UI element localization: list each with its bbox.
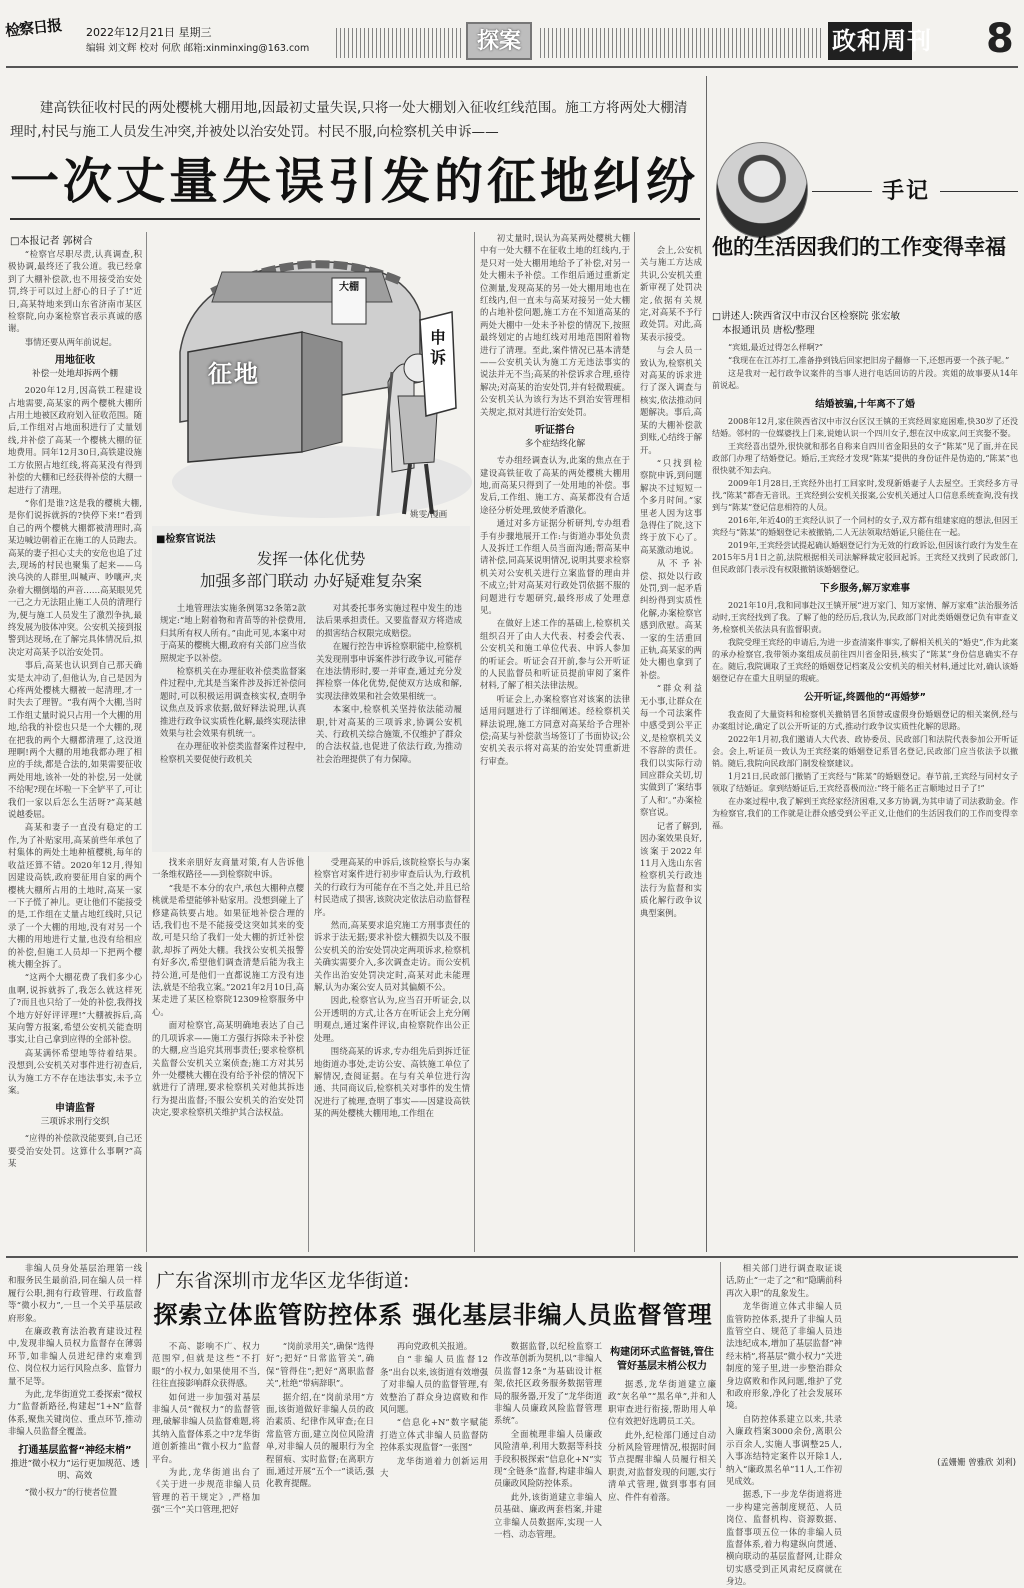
paragraph: “只找到检察院申诉,到问题解决不过短短一个多月时间。”家里老人因为这事急得住了院,这下终于放下心了。高某激动地说。 — [640, 457, 702, 555]
section-divider — [706, 76, 707, 1252]
paragraph: 2020年12月,因高铁工程建设占地需要,高某家的两个樱桃大棚所占用土地被区政府划入征收范围。随后,工作组对占地面积进行了丈量划线,并补偿了高某一个樱桃大棚的征地费用。同年12月30日,高铁建设施工方依照占地红线,将高某没有得到补偿的大棚和已经获得补偿的大棚一起进行了清理。 — [8, 385, 142, 495]
page-number: 8 — [986, 16, 1014, 62]
paragraph: 再向党政机关报道。 — [396, 1341, 473, 1351]
subheading — [8, 1444, 142, 1482]
cartoon-label-dapeng: 大棚 — [339, 282, 359, 293]
paragraph: “群众利益无小事,让群众在每一个司法案件中感受到公平正义,是检察机关义不容辞的责任。我们以实际行动回应群众关切,切实做到了‘案结事了人和’。”办案检察官说。 — [640, 683, 702, 818]
headline-underline — [10, 218, 700, 220]
lead-headline: 一次丈量失误引发的征地纠纷 — [10, 152, 700, 210]
diary-body — [712, 342, 1018, 1252]
subheading — [8, 1102, 142, 1128]
paragraph: 我院受理王宾经的申请后,为进一步查清案件事实,了解相关机关的“婚史”,作为此案的承办检察官,我带领办案组成员前往四川省金阳县,核实了“陈某”身份信息确实不存在。随后,我院调取了王宾经的婚姻登记档案及公安机关的相关材料,通过比对,确认该婚姻登记存在重大且明显的瑕疵。 — [712, 638, 1018, 683]
paragraph: 与会人员一致认为,检察机关对高某的诉求进行了深入调查与核实,依法推动问题解决。事后,高某的大棚补偿款到账,心结终于解开。 — [640, 345, 702, 455]
paragraph: 龙华街道着力创新运用大 — [380, 1455, 488, 1479]
column-title: 政和周刊 — [832, 26, 932, 55]
diary-byline-1: □讲述人:陕西省汉中市汉台区检察院 张宏敏 — [712, 311, 901, 322]
editors-line: 编辑 刘文辉 校对 何欣 邮箱:xinminxing@163.com — [86, 43, 310, 54]
bottom-right-col — [726, 1262, 843, 1587]
date-line: 2022年12月21日 星期三 — [86, 26, 212, 39]
subheading-subtitle: 补偿一处地却拆两个棚 — [32, 369, 118, 380]
lead-intro: 建高铁征收村民的两处樱桃大棚用地,因最初丈量失误,只将一处大棚划入征收红线范围。施工方将两处大棚清理时,村民与施工人员发生冲突,并被处以治安处罚。村民不服,向检察机关申诉—— — [10, 100, 688, 140]
bottom-rule — [6, 1256, 1018, 1258]
paragraph: “这两个大棚花费了我们多少心血啊,说拆就拆了,我怎么就这样死了?而且也只给了一处的补偿,我得找个地方好好评评理!”大棚被拆后,高某向警方报案,希望公安机关能查明事实,让自己拿到应得的全部补偿。 — [8, 972, 142, 1045]
paragraph: 2021年10月,我和同事赴汉王镇开展“进万家门、知万家情、解万家难”法治服务活动时,王宾经找到了我。了解了他的经历后,我认为,民政部门对此类婚姻登记负有审查义务,检察机关依法具有监督职责。 — [712, 601, 1018, 634]
column-divider — [634, 232, 635, 1252]
paragraph: 2009年1月28日,王宾经外出打工回家时,发现新婚妻子人去屋空。王宾经多方寻找,“陈某”都杳无音讯。王宾经到公安机关报案,公安机关通过人口信息系统查询,没有找到与“陈某”登记信息相符的人员。 — [712, 479, 1018, 512]
column-divider — [474, 232, 475, 1252]
diary-headline: 他的生活因我们的工作变得幸福 — [712, 234, 1006, 259]
diary-byline-2: 本报通讯员 唐松/整理 — [722, 325, 815, 336]
paragraph: “宾姐,最近过得怎么样啊?” — [728, 343, 824, 352]
paragraph: 然而,高某要求追究施工方刑事责任的诉求于法无据;要求补偿大棚损失以及不服公安机关的治安处罚决定两项诉求,检察机关确实需要介入,多次调查走访。而公安机关作出治安处罚决定时,高某对此未能理解,认为办案公安人员对其偏颇不公。 — [314, 920, 470, 993]
sidebar-kicker: ■检察官说法 — [156, 534, 216, 545]
paragraph: “检察官尽职尽责,认真调查,积极协调,最终还了我公道。我已经拿到了大棚补偿款,也不用接受治安处罚,终于可以过上舒心的日子了!”近日,高某特地来到山东省济南市某区检察院,向办案检察官表示真诚的感谢。 — [8, 249, 142, 334]
paragraph: 自“非编人员监督12条”出台以来,该街道有效增强了对非编人员的监督管理,有效整治了群众身边腐败和作风问题。 — [380, 1354, 488, 1415]
section-title-text: 结婚被骗,十年离不了婚 — [815, 399, 915, 410]
paragraph: 非编人员身处基层治理第一线和服务民生最前沿,同在编人员一样履行公职,拥有行政管理、行政监督等“微小权力”,一旦一个关乎基层政府形象。 — [8, 1263, 142, 1323]
paragraph: 找来亲朋好友商量对策,有人告诉他一条维权路径——到检察院申诉。 — [152, 857, 304, 880]
subheading-subtitle: 多个症结终化解 — [524, 439, 586, 450]
paragraph: 据悉,下一步龙华街道将进一步构建完善制度规范、人员岗位、监督机构、资源数据、监督事项五位一体的非编人员监督体系,着力构建纵向贯通、横向联动的基层监督网,让群众切实感受到正风肃纪反腐就在身边。 — [726, 1489, 842, 1587]
bottom-col-1 — [152, 1340, 260, 1515]
paragraph: 对其委托事务实施过程中发生的违法后果承担责任。又要监督双方将造成的损害结合权限完成赔偿。 — [316, 603, 462, 638]
subheading — [8, 354, 142, 380]
paragraph: 自防控体系建立以来,共录入廉政档案3000余份,离职公示百余人,实施人事调整25人,入事冻结特定案件以开除1人,纳入“廉政黑名单”11人,工作初见成效。 — [726, 1413, 842, 1486]
bottom-credit: (孟姗姗 曾雅欣 刘利) — [937, 1457, 1016, 1467]
column-divider — [146, 232, 147, 1252]
section-title-text: 公开听证,终圆他的“再婚梦” — [804, 692, 926, 703]
lead-col-1 — [8, 248, 142, 1238]
paragraph: 围绕高某的诉求,专办组先后到拆迁征地街道办事处,走访公安、高铁施工单位了解情况,查阅证据。在与有关单位进行沟通、共同商议后,检察机关对事件的发生情况进行了梳理,查明了事实——因建设高铁某的两处樱桃大棚用地,工作组在 — [314, 1046, 470, 1119]
lead-col-5 — [640, 244, 702, 1248]
masthead-hatch-left — [336, 28, 464, 58]
subheading-title: 打通基层监督“神经末梢” — [18, 1444, 132, 1456]
subheading-title: 构建闭环式监督链,管住管好基层末梢公权力 — [610, 1347, 714, 1372]
newspaper-logo: 检察日报 — [4, 16, 62, 40]
paragraph: 听证会上,办案检察官对该案的法律适用问题进行了详细阐述。经检察机关释法说理,施工方同意对高某给予合理补偿;高某与补偿款当场签订了书面协议;公安机关表示将对高某的治安处罚重新进行审查。 — [480, 693, 630, 766]
masthead-hatch-right — [540, 28, 822, 58]
lead-col-3 — [314, 856, 470, 1246]
column-divider — [146, 1262, 147, 1468]
subheading-title: 用地征收 — [55, 355, 95, 367]
diary-banner: 手记 — [872, 176, 940, 206]
paragraph: 2016年,年近40的王宾经认识了一个同村的女子,双方都有组建家庭的想法,但因王宾经与“陈某”的婚姻登记未被撤销,二人无法领取结婚证,只能住在一起。 — [712, 516, 1018, 537]
paragraph: “岗前录用关”,确保“选得好”;把好“日常监管关”,确保“管得住”;把好“离职监督关”,杜绝“带病辞职”。 — [266, 1341, 374, 1389]
paragraph: 初丈量时,误认为高某两处樱桃大棚中有一处大棚不在征收土地的红线内,于是只对一处大棚用地给予了补偿,对另一处大棚未予补偿。工作组后通过重新定位测量,发现高某的另一处大棚用地也在红线内,但一直未与高某对接另一处大棚的占地补偿问题,施工方在不知道高某的两处大棚中一处未予补偿的情况下,按照最终划定的占地红线对用地范围附着物进行了清理。至此,案件情况已基本清楚——公安机关认为施工方无违法事实的说法并无不当;高某的补偿诉求合理,亟待解决;对高某的治安处罚,并有轻微瑕疵。公安机关认为该行为达不到治安管理相关规定,拟对其进行治安处罚。 — [480, 233, 630, 417]
bottom-col-4 — [494, 1340, 602, 1540]
subheading — [480, 424, 630, 450]
paragraph: 据悉,龙华街道建立廉政“灰名单”“黑名单”,并和人职审查进行衔接,帮助用人单位有效把好选聘员工关。 — [608, 1379, 716, 1427]
bottom-headline: 探索立体监管防控体系 强化基层非编人员监督管理 — [153, 1300, 713, 1329]
paragraph: 为此,龙华街道党工委探索“微权力”监督新路径,构建起“1+N”监督体系,聚焦关键岗位、重点环节,推动非编人员监督全覆盖。 — [8, 1389, 142, 1437]
lead-col-2-footer — [152, 856, 304, 1246]
cartoon-label-zhengdi: 征地 — [208, 359, 260, 388]
subheading-title: 申请监督 — [55, 1103, 95, 1115]
diary-section-title — [712, 691, 1018, 705]
paragraph: “我现在在江苏打工,准备挣到钱后回家把旧房子翻修一下,还想再要一个孩子呢。” — [728, 356, 1010, 365]
paragraph: 2008年12月,家住陕西省汉中市汉台区汉王镇的王宾经周家庭困难,快30岁了还没结婚。邻村的一位媒婆找上门来,说她认识一个四川女子,想在汉中成家,问王宾娶不娶。 — [712, 417, 1018, 438]
paragraph: 事情还要从两年前说起。 — [24, 336, 117, 347]
paragraph: 2019年,王宾经尝试提起确认婚姻登记行为无效的行政诉讼,但因该行政行为发生在2015年5月1日之前,法院根据相关司法解释裁定驳回起诉。王宾经又找到了民政部门,但民政部门表示没有权限撤销该婚姻登记。 — [712, 541, 1018, 574]
sidebar-title-1: 发挥一体化优势 — [256, 550, 366, 568]
paragraph: “应得的补偿款没能要到,自己还要受治安处罚。这算什么事啊?”高某 — [8, 1133, 142, 1169]
paragraph: 会上,公安机关与施工方达成共识,公安机关重新审视了处罚决定,依据有关规定,对高某不予行政处罚。对此,高某表示接受。 — [640, 245, 702, 342]
paragraph: 高某满怀希望地等待着结果。没想到,公安机关对事件进行初查后,认为施工方不存在违法事实,未予立案。 — [8, 1047, 142, 1095]
paragraph: 王宾经喜出望外,很快就和那名自称来自四川省金阳县的女子“陈某”见了面,并在民政部门办理了结婚登记。婚后,王宾经才发现“陈某”提供的身份证件是伪造的,“陈某”也很快就不知去向。 — [712, 442, 1018, 475]
paragraph: 通过对多方证据分析研判,专办组看手有步骤地展开工作:与街道办事处负责人及拆迁工作组人员当面沟通;帮高某申请补偿,同高某说明情况,说明其要求检察机关对公安机关进行立案监督的理由并不成立;针对高某对行政处罚依据不服的问题进行专题研究,最终形成了处理意见。 — [480, 518, 630, 615]
paragraph: 受理高某的申诉后,该院检察长与办案检察官对案件进行初步审查后认为,行政机关的行政行为可能存在不当之处,并且已给村民造成了损害,该院决定依法启动监督程序。 — [314, 857, 470, 917]
diary-section-title — [712, 398, 1018, 412]
subheading-subtitle: 三项诉求刑行交织 — [40, 1117, 110, 1128]
paragraph: 数据监督,以纪检监察工作改革创新为契机,以“非编人员监督12条”为基础设计框架,依托区政务服务数据管理局的服务器,开发了“龙华街道非编人员廉政风险监督管理系统”。 — [494, 1341, 602, 1426]
author-portrait — [716, 142, 808, 238]
paragraph: 因此,检察官认为,应当召开听证会,以公开透明的方式,让各方在听证会上充分阐明观点,通过案件评议,由检察院作出公正处理。 — [314, 995, 470, 1043]
bottom-left-col — [8, 1262, 142, 1497]
bottom-col-3 — [380, 1340, 488, 1479]
paragraph: 此外,纪检部门通过自动分析风险管理情况,根据时间节点提醒非编人员履行相关职责,对监督发现的问题,实行清单式管理,做到事事有回应、件件有着落。 — [608, 1429, 716, 1502]
lead-byline: □本报记者 郭树合 — [10, 236, 93, 247]
masthead — [0, 0, 1024, 72]
paragraph: “我是不本分的农户,承包大棚种点樱桃就是希望能够补贴家用。没想到碰上了修建高铁要占地。如果征地补偿合理的话,我们也不是不能接受这突如其来的变故,可是只给了我们一处大棚的折迁补偿款,却拆了两处大棚。我找公安机关报警有好多次,希望他们调查清楚后能为我主持公道,可是他们一直都说施工方没有违法,就是不给我立案。”2021年2月10日,高某走进了某区检察院12309检察服务中心。 — [152, 882, 304, 1017]
cartoon-drawing — [152, 232, 470, 524]
column-divider — [308, 856, 309, 1252]
section-label: 探案 — [476, 28, 521, 54]
paragraph: “信息化+N”数字赋能 打造立体式非编人员监督防控体系实现监督“一张图” — [380, 1417, 488, 1453]
paragraph: 据介绍,在“岗前录用”方面,该街道做好非编人员的政治素质、纪律作风审查;在日常监管方面,建立岗位风险清单,对非编人员的履职行为全程留痕、实时监督;在离职方面,通过开展“五个一”谈话,强化教育提醒。 — [266, 1391, 374, 1489]
paragraph: 在履行控告申诉检察职能中,检察机关发现刑事申诉案件涉行政争议,可能存在违法情形时,要一并审查,通过充分发挥检察一体化优势,促使双方达成和解,实现法律效果和社会效果相统一。 — [316, 641, 462, 701]
paragraph: 在做好上述工作的基础上,检察机关组织召开了由人大代表、村委会代表、公安机关和施工单位代表、申诉人参加的听证会。听证会召开前,参与公开听证的人民监督员和听证员提前审阅了案件材料,了解了相关法律法规。 — [480, 618, 630, 691]
paragraph: 2022年1月初,我们邀请人大代表、政协委员、民政部门和法院代表参加公开听证会。会上,听证员一致认为王宾经案的婚姻登记系冒名登记,民政部门应当依法予以撤销。随后,我院向民政部门制发检察建议。 — [712, 735, 1018, 768]
column-divider — [720, 1262, 721, 1468]
cartoon-illustration — [152, 232, 470, 524]
paragraph: “微小权力”的行使者位置 — [24, 1486, 118, 1497]
subheading — [608, 1346, 716, 1374]
paragraph: 检察机关在办理征收补偿类监督案件过程中,尤其是当案件涉及拆迁补偿问题时,可以积极运用调查核实权,查明争议焦点及诉求依据,做好释法说理,认真推进行政争议实质性化解,最终实现法律效果与社会效果有机统一。 — [160, 666, 306, 739]
paragraph: 全面梳理非编人员廉政风险清单,利用大数据等科技手段积极探索“信息化+N”实现“全链条”监督,构建非编人员廉政风险防控体系。 — [494, 1428, 602, 1489]
paragraph: 不高、影响不广、权力范围窄,但就是这些“不打眼”的小权力,如果使用不当,往往直接影响群众获得感。 — [152, 1341, 260, 1389]
paragraph: 土地管理法实施条例第32条第2款规定:“地上附着物和青苗等的补偿费用,归其所有权人所有。”由此可见,本案中对于高某的樱桃大棚,政府有关部门应当依照规定予以补偿。 — [160, 603, 306, 663]
masthead-rule — [6, 66, 1018, 68]
paragraph: 相关部门进行调查取证谈话,防止“一走了之”和“隐瞒前科再次入职”的乱象发生。 — [726, 1263, 843, 1298]
paragraph: 面对检察官,高某明确地表达了自己的几项诉求——施工方强行拆除未予补偿的大棚,应当追究其刑事责任;要求检察机关监督公安机关立案侦查;施工方对其另外一处樱桃大棚在没有给予补偿的情况下就进行了清理,要求检察机关对他其拆违行为提出监督;不服公安机关的治安处罚决定,要求检察机关维护其合法权益。 — [152, 1020, 304, 1118]
sidebar-col-a — [160, 602, 306, 848]
paragraph: “你们是谁?这是我的樱桃大棚,是你们说拆就拆的?快停下来!”看到自己的两个樱桃大棚都被清理时,高某边喊边朝着正在施工的人员跑去。高某的妻子担心丈夫的安危也追了过去,现场的村民也聚集了起来——乌泱乌泱的人群里,叫喊声、吵嚷声,夹杂着大棚倒塌的声音……高某眼见凭一己之力无法阻止施工人员的清理行为,便与施工人员发生了激烈争执,最终发展为肢体冲突。公安机关接到报警到达现场,在了解完具体情况后,拟决定对高某予以治安处罚。 — [8, 497, 142, 657]
paragraph: 我查阅了大量资料和检察机关撤销冒名顶替或虚假身份婚姻登记的相关案例,经与办案组讨论,确定了以公开听证的方式,推动行政争议实质性化解的思路。 — [712, 710, 1018, 731]
section-title-text: 下乡服务,解万家难事 — [820, 583, 910, 594]
bottom-col-2 — [266, 1340, 374, 1489]
sidebar-title-2: 加强多部门联动 办好疑难复杂案 — [200, 572, 422, 590]
paragraph: 高某和妻子一直没有稳定的工作,为了补贴家用,高某前些年承包了村集体的两处土地种植樱桃,每年的收益还算不错。2020年12月,得知因建设高铁,政府要征用自家的两个樱桃大棚所占用的土地时,高某一家一下子慌了神儿。更让他们不能接受的是,工作组在丈量占地红线时,只记录了一个大棚的用地,没有对另一个大棚的用地进行丈量,也没有给相应的补偿,但施工人员却一下把两个樱桃大棚全拆了。 — [8, 822, 142, 969]
paragraph: 本案中,检察机关坚持依法能动履职,针对高某的三项诉求,协调公安机关、行政机关综合施策,不仅维护了群众的合法权益,也促进了依法行政,为推动社会治理提供了有力保障。 — [316, 704, 462, 764]
paragraph: 在办理征收补偿类监督案件过程中,检察机关要促使行政机关 — [160, 741, 306, 764]
paragraph: 这是我对一起行政争议案件的当事人进行电话回访的片段。宾姐的故事要从14年前说起。 — [712, 369, 1018, 390]
diary-section-title — [712, 582, 1018, 596]
paragraph: 此外,该街道建立非编人员基础、廉政两套档案,并建立非编人员数据库,实现一人一档、动态管理。 — [494, 1491, 602, 1540]
paragraph: 龙华街道立体式非编人员监管防控体系,提升了非编人员监管空白、规范了非编人员违法违纪成本,增加了基层监督“神经末梢”,将基层“微小权力”关进制度的笼子里,进一步整治群众身边腐败和作风问题,维护了党和政府形象,净化了社会发展环境。 — [726, 1301, 843, 1411]
subheading-subtitle: 推进“微小权力”运行更加规范、透明、高效 — [10, 1458, 140, 1481]
paragraph: 如何进一步加强对基层非编人员“微权力”的监督管理,破解非编人员监督难题,将其纳入监督体系之中?龙华街道创新推出“微小权力”监督平台。 — [152, 1391, 260, 1464]
cartoon-label-shensu: 申诉 — [430, 328, 447, 367]
paragraph: 记者了解到,因办案效果良好,该案于2022年11月入选山东省检察机关行政违法行为监督和实质化解行政争议典型案例。 — [640, 820, 702, 918]
bottom-kicker: 广东省深圳市龙华区龙华街道: — [156, 1270, 410, 1292]
paragraph: 在廉政教育法治教育建设过程中,发现非编人员权力监督存在薄弱环节,如非编人员进纪律约束难到位、岗位权力运行风险点多、监督力量不足等。 — [8, 1326, 142, 1386]
paragraph: 专办组经调查认为,此案的焦点在于建设高铁征收了高某的两处樱桃大棚用地,而高某只得到了一处用地的补偿。事发后,工作组、施工方、高某都没有合适途径分析处理,致使矛盾激化。 — [480, 455, 630, 515]
paragraph: 1月21日,民政部门撤销了王宾经与“陈某”的婚姻登记。春节前,王宾经与同村女子领取了结婚证。拿到结婚证后,王宾经喜极而泣:“终于能名正言顺地过日子了!” — [712, 772, 1018, 793]
bottom-col-5 — [608, 1340, 716, 1502]
paragraph: 事后,高某也认识到自己那天确实是太冲动了,但他认为,自己是因为心疼两处樱桃大棚被一起清理,才一时失去了理智。“我有两个大棚,当时工作组丈量时说只占用一个大棚的用地,给我的补偿也只是一个大棚的,现在把我的两个大棚都清理了,这没道理啊!两个大棚的用地我都办理了相应的手续,都是合法的,如果需要征收两处用地,该补一处的补偿,另一处就不给呢?现在坏啦一下全铲平了,可让我们一家以后怎么生活呀?”高某越说越委屈。 — [8, 660, 142, 820]
paragraph: 从不予补偿、拟处以行政处罚,到一起矛盾纠纷得到实质性化解,办案检察官感到欣慰。高某一家的生活重回正轨,高某家的两处大棚也拿到了补偿。 — [640, 558, 702, 680]
lead-col-4 — [480, 232, 630, 1248]
paragraph: 在办案过程中,我了解到王宾经家经济困难,又多方协调,为其申请了司法救助金。作为检察官,我们的工作就是让群众感受到公平正义,让他们的生活因我们的工作而变得幸福。 — [712, 797, 1018, 830]
subheading-title: 听证搭台 — [535, 425, 575, 437]
paragraph: 为此,龙华街道出台了《关于进一步规范非编人员管理的若干规定》,严格加强“三个”关口管理,把好 — [152, 1467, 260, 1515]
cartoon-credit: 姚雯/漫画 — [410, 510, 448, 520]
sidebar-col-b — [316, 602, 462, 848]
